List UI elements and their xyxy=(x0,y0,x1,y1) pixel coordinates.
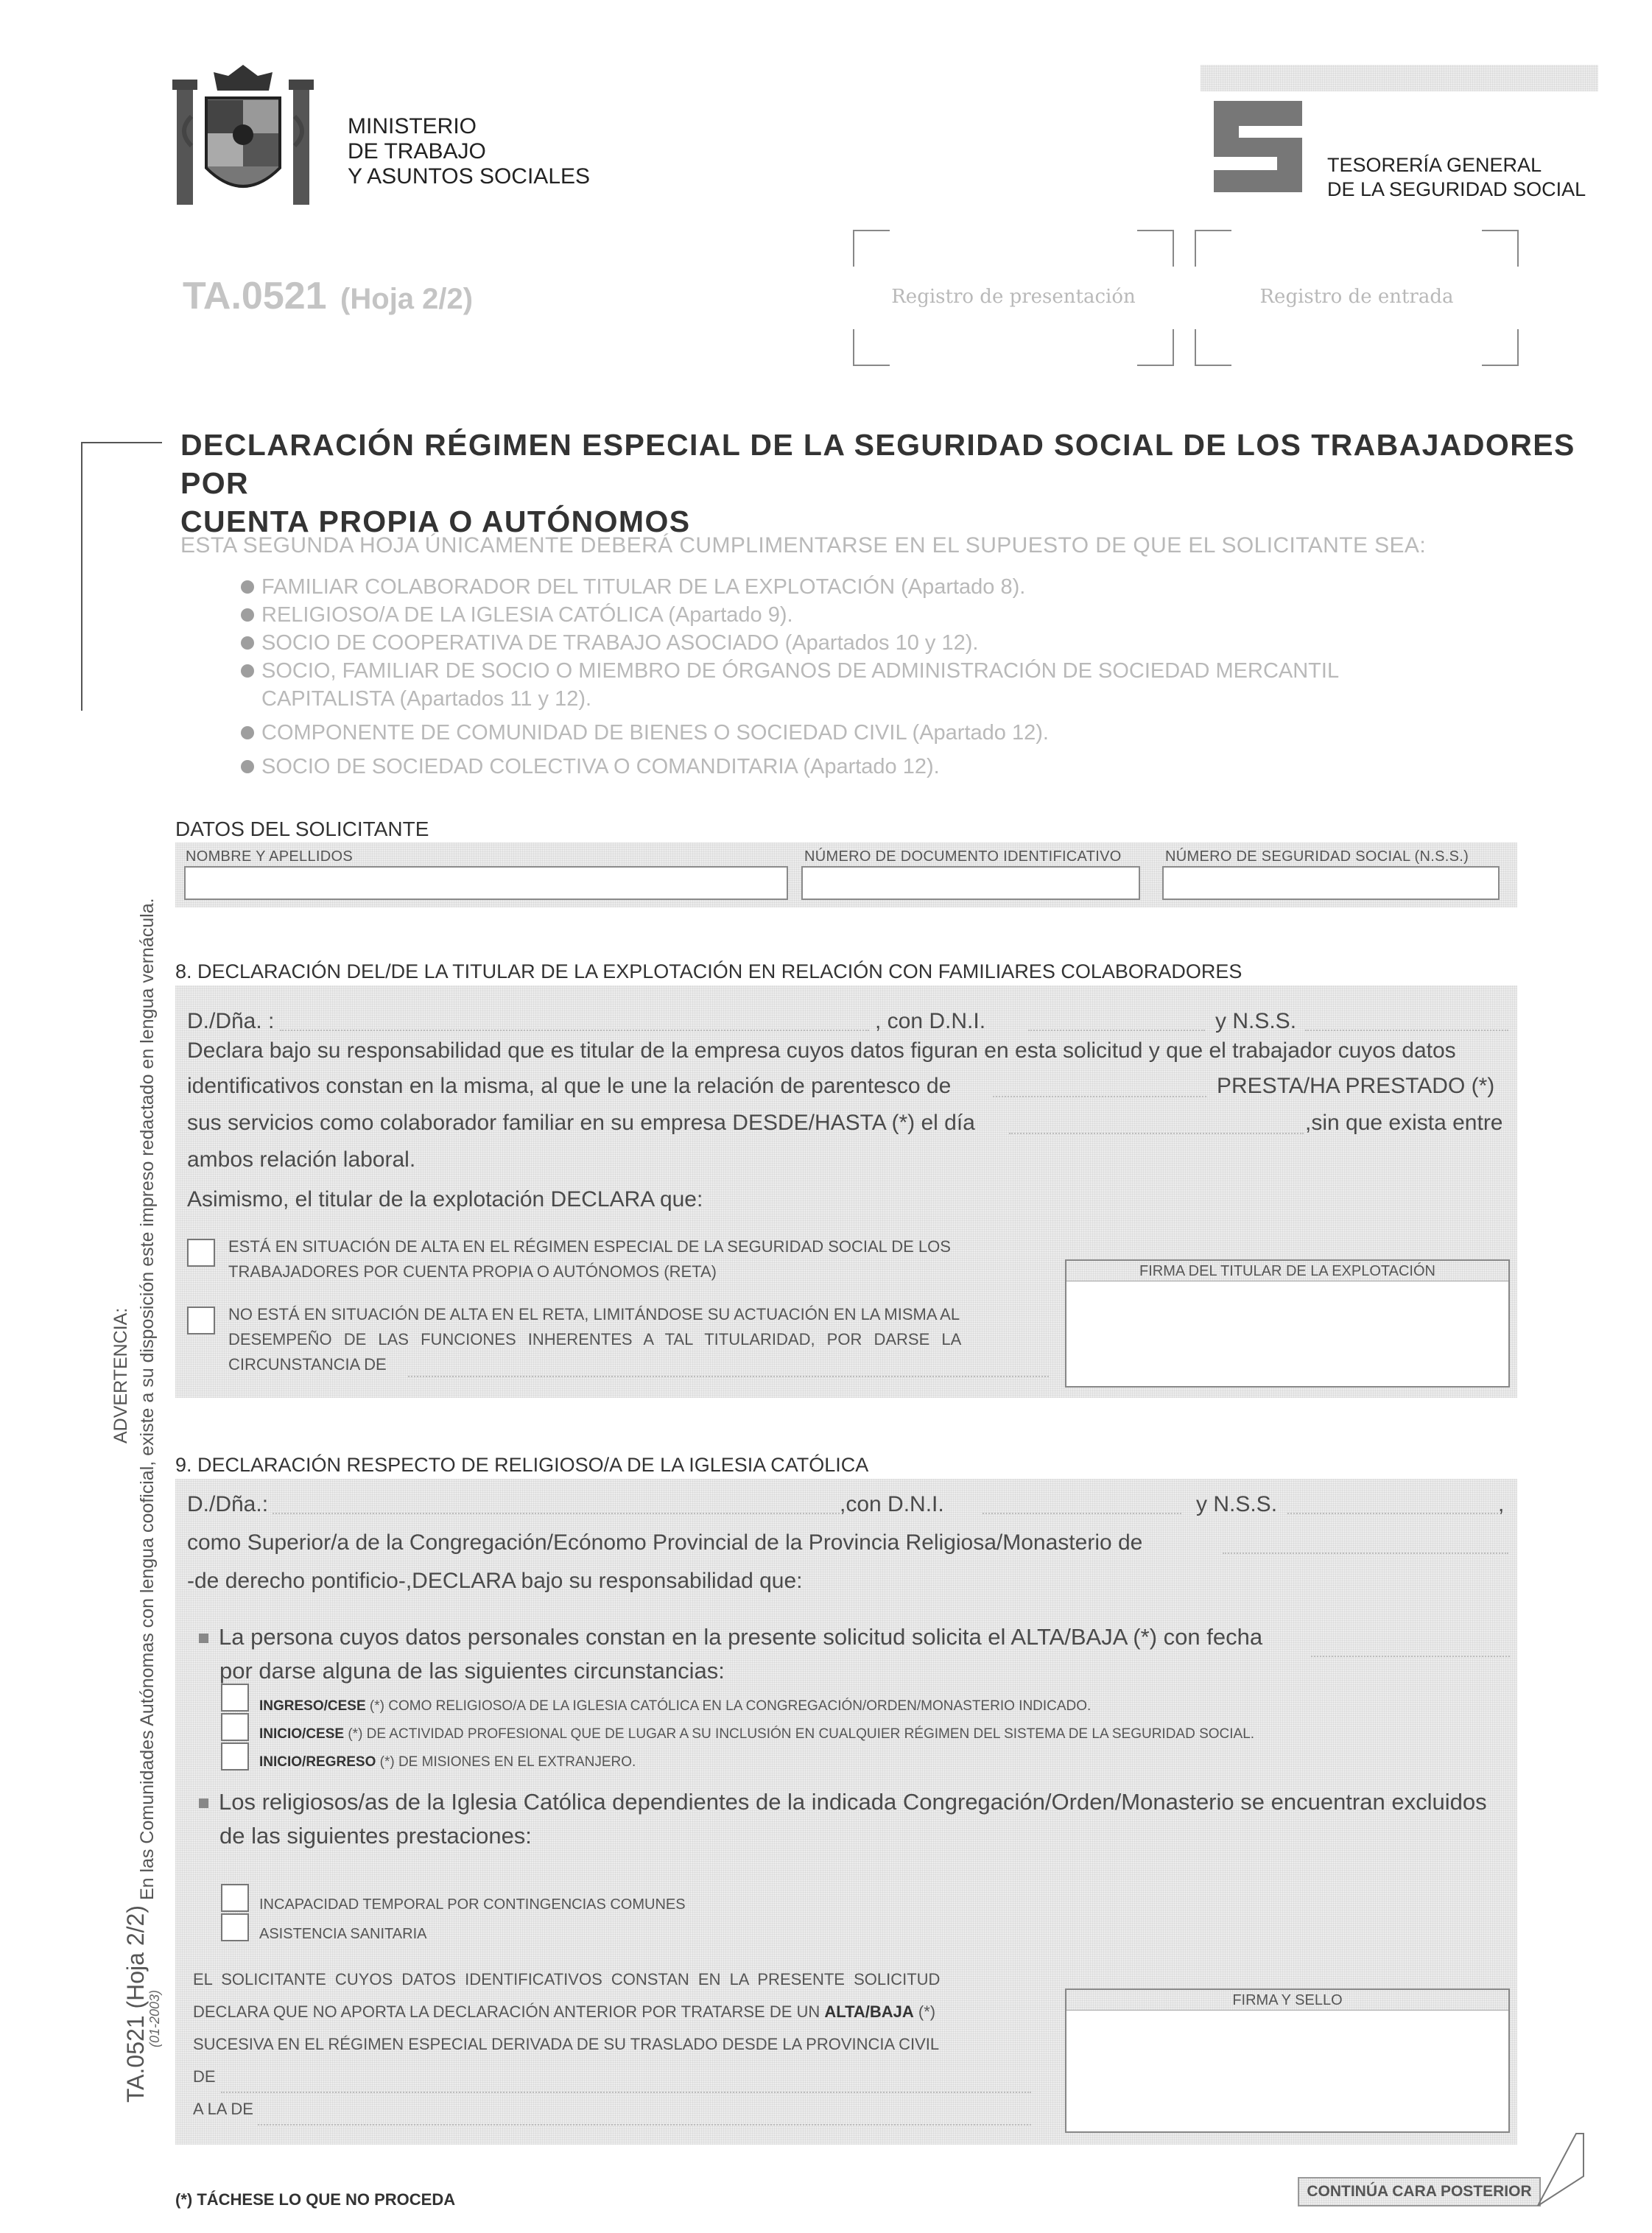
coat-of-arms-icon xyxy=(162,57,324,212)
s8-option-2: NO ESTÁ EN SITUACIÓN DE ALTA EN EL RETA, LIMITÁNDOSE SU ACTUACIÓN EN LA MISMA AL DESEMPEÑO DE LAS FUNCIONES INHERENTES A TAL TITULARIDAD, POR DARSE LA CIRCUNSTANCIA DE xyxy=(228,1305,962,1374)
nss-label: NÚMERO DE SEGURIDAD SOCIAL (N.S.S.) xyxy=(1165,848,1469,865)
s9-nss-field[interactable] xyxy=(1287,1513,1498,1514)
s8-p2b: PRESTA/HA PRESTADO (*) xyxy=(1217,1074,1495,1098)
s9-fecha-field[interactable] xyxy=(1311,1656,1510,1657)
header-top-band xyxy=(1201,65,1598,91)
ministry-logo xyxy=(162,57,324,212)
registro-entrada-box xyxy=(1195,230,1519,366)
s8-dni-field[interactable] xyxy=(1028,1030,1205,1031)
s8-p1: Declara bajo su responsabilidad que es titular de la empresa cuyos datos figuran en esta solicitud y que el trabajador cuyos datos xyxy=(187,1038,1456,1063)
s9-it-checkbox[interactable] xyxy=(221,1884,249,1912)
tgss-logo xyxy=(1214,99,1302,195)
s8-con-dni: , con D.N.I. xyxy=(875,1009,986,1033)
s9-provincia-hasta-field[interactable] xyxy=(258,2124,1031,2125)
registro-presentacion-label: Registro de presentación xyxy=(891,286,1136,308)
s9-p2: -de derecho pontificio-,DECLARA bajo su responsabilidad que: xyxy=(187,1569,803,1593)
s9-firma-label: FIRMA Y SELLO xyxy=(1066,1990,1508,2011)
s9-y-nss: y N.S.S. xyxy=(1196,1492,1278,1516)
s8-y-nss: y N.S.S. xyxy=(1215,1009,1297,1033)
s8-p4: ambos relación laboral. xyxy=(187,1147,416,1172)
s8-nss-field[interactable] xyxy=(1305,1030,1508,1031)
s8-option-1: ESTÁ EN SITUACIÓN DE ALTA EN EL RÉGIMEN ESPECIAL DE LA SEGURIDAD SOCIAL DE LOS TRABAJADORES POR CUENTA PROPIA O AUTÓNOMOS (RETA) xyxy=(228,1237,951,1281)
s8-p2a: identificativos constan en la misma, al que le une la relación de parentesco de xyxy=(187,1074,952,1098)
nombre-field[interactable] xyxy=(184,866,788,900)
s9-provincia-desde-field[interactable] xyxy=(221,2092,1031,2093)
ministry-name: MINISTERIO DE TRABAJO Y ASUNTOS SOCIALES xyxy=(348,114,591,189)
intro-text: ESTA SEGUNDA HOJA ÚNICAMENTE DEBERÁ CUMPLIMENTARSE EN EL SUPUESTO DE QUE EL SOLICITANTE SEA: xyxy=(180,533,1427,558)
s9-monasterio-field[interactable] xyxy=(1223,1552,1508,1554)
s8-fecha-field[interactable] xyxy=(1009,1133,1304,1134)
s9-con-dni: ,con D.N.I. xyxy=(840,1492,944,1516)
s9-comma: , xyxy=(1498,1492,1505,1516)
list-item: CAPITALISTA (Apartados 11 y 12). xyxy=(261,687,592,711)
section-9-heading: 9. DECLARACIÓN RESPECTO DE RELIGIOSO/A DE LA IGLESIA CATÓLICA xyxy=(175,1454,869,1476)
list-item: INGRESO/CESE (*) COMO RELIGIOSO/A DE LA IGLESIA CATÓLICA EN LA CONGREGACIÓN/ORDEN/MONASTERIO INDICADO. xyxy=(259,1698,1092,1714)
s9-bullet-1: La persona cuyos datos personales constan en la presente solicitud solicita el ALTA/BAJA (*) con fecha por darse alguna de las siguientes circunstancias: xyxy=(199,1620,1262,1688)
section-8-heading: 8. DECLARACIÓN DEL/DE LA TITULAR DE LA EXPLOTACIÓN EN RELACIÓN CON FAMILIARES COLABORADORES xyxy=(175,960,1242,982)
s9-inicio-checkbox[interactable] xyxy=(221,1713,249,1741)
intro-list xyxy=(261,573,1339,781)
s8-dna: D./Dña. : xyxy=(187,1009,275,1033)
nss-field[interactable] xyxy=(1162,866,1500,900)
list-item: INCAPACIDAD TEMPORAL POR CONTINGENCIAS COMUNES xyxy=(259,1896,686,1913)
title-bracket xyxy=(81,442,162,711)
s9-circumstances xyxy=(259,1691,1254,1778)
s8-parentesco-field[interactable] xyxy=(993,1096,1206,1097)
registro-entrada-label: Registro de entrada xyxy=(1259,286,1454,308)
s9-exclusions xyxy=(259,1890,686,1949)
page-title: DECLARACIÓN RÉGIMEN ESPECIAL DE LA SEGURIDAD SOCIAL DE LOS TRABAJADORES POR CUENTA PROPIA O AUTÓNOMOS xyxy=(180,428,1575,538)
s9-traslado-declaration: EL SOLICITANTE CUYOS DATOS IDENTIFICATIVOS CONSTAN EN LA PRESENTE SOLICITUD DECLARA QUE NO APORTA LA DECLARACIÓN ANTERIOR POR TRATARSE DE UN ALTA/BAJA (*) SUCESIVA EN EL RÉGIMEN ESPECIAL DERIVADA DE SU TRASLADO DESDE LA PROVINCIA CIVIL DE A LA DE xyxy=(193,1970,941,2118)
form-code: TA.0521 (Hoja 2/2) xyxy=(183,275,474,317)
s9-regreso-checkbox[interactable] xyxy=(221,1743,249,1770)
doc-field[interactable] xyxy=(801,866,1140,900)
tgss-name: TESORERÍA GENERAL DE LA SEGURIDAD SOCIAL xyxy=(1327,154,1586,200)
list-item: SOCIO DE SOCIEDAD COLECTIVA O COMANDITARIA (Apartado 12). xyxy=(261,753,1339,781)
solicitante-heading: DATOS DEL SOLICITANTE xyxy=(175,817,429,840)
s8-name-field[interactable] xyxy=(280,1030,869,1031)
s9-dni-field[interactable] xyxy=(983,1513,1181,1514)
side-form-date: (01-2003) xyxy=(147,1989,162,2047)
s9-dna: D./Dña.: xyxy=(187,1492,269,1516)
list-item: COMPONENTE DE COMUNIDAD DE BIENES O SOCIEDAD CIVIL (Apartado 12). xyxy=(261,719,1339,747)
doc-label: NÚMERO DE DOCUMENTO IDENTIFICATIVO xyxy=(804,848,1122,865)
list-item: RELIGIOSO/A DE LA IGLESIA CATÓLICA (Apartado 9). xyxy=(261,601,1339,629)
continua-badge: CONTINÚA CARA POSTERIOR xyxy=(1298,2177,1541,2206)
s8-firma-box[interactable] xyxy=(1065,1259,1510,1388)
s9-p1: como Superior/a de la Congregación/Ecónomo Provincial de la Provincia Religiosa/Monasterio de xyxy=(187,1530,1143,1555)
list-item: INICIO/CESE (*) DE ACTIVIDAD PROFESIONAL QUE DE LUGAR A SU INCLUSIÓN EN CUALQUIER RÉGIMEN DEL SISTEMA DE LA SEGURIDAD SOCIAL. xyxy=(259,1726,1255,1742)
list-item: FAMILIAR COLABORADOR DEL TITULAR DE LA EXPLOTACIÓN (Apartado 8). xyxy=(261,573,1339,601)
page-turn-icon xyxy=(1532,2132,1591,2206)
tgss-logo-icon xyxy=(1214,99,1302,195)
s8-p3a: sus servicios como colaborador familiar en su empresa DESDE/HASTA (*) el día xyxy=(187,1111,975,1135)
list-item: INICIO/REGRESO (*) DE MISIONES EN EL EXTRANJERO. xyxy=(259,1754,636,1770)
s9-bullet-2: Los religiosos/as de la Iglesia Católica dependientes de la indicada Congregación/Orden/Monasterio se encuentran excluidos de las siguientes prestaciones: xyxy=(199,1785,1487,1853)
s9-ingreso-checkbox[interactable] xyxy=(221,1684,249,1712)
side-form-code: TA.0521 (Hoja 2/2) xyxy=(122,1905,149,2103)
s8-no-alta-checkbox[interactable] xyxy=(187,1307,215,1334)
nombre-label: NOMBRE Y APELLIDOS xyxy=(186,848,353,865)
s8-circunstancia-field[interactable] xyxy=(408,1376,1049,1377)
s8-alta-checkbox[interactable] xyxy=(187,1239,215,1267)
s8-firma-label: FIRMA DEL TITULAR DE LA EXPLOTACIÓN xyxy=(1066,1261,1508,1281)
s9-name-field[interactable] xyxy=(273,1513,840,1514)
list-item: ASISTENCIA SANITARIA xyxy=(259,1926,427,1942)
s8-p3b: ,sin que exista entre xyxy=(1305,1111,1503,1135)
s9-asistencia-checkbox[interactable] xyxy=(221,1913,249,1941)
registro-presentacion-box xyxy=(853,230,1174,366)
s9-firma-box[interactable] xyxy=(1065,1988,1510,2133)
list-item: SOCIO, FAMILIAR DE SOCIO O MIEMBRO DE ÓRGANOS DE ADMINISTRACIÓN DE SOCIEDAD MERCANTIL xyxy=(261,657,1339,685)
list-item: SOCIO DE COOPERATIVA DE TRABAJO ASOCIADO (Apartados 10 y 12). xyxy=(261,629,1339,657)
footer-note: (*) TÁCHESE LO QUE NO PROCEDA xyxy=(175,2190,456,2209)
s8-p5: Asimismo, el titular de la explotación DECLARA que: xyxy=(187,1187,703,1212)
